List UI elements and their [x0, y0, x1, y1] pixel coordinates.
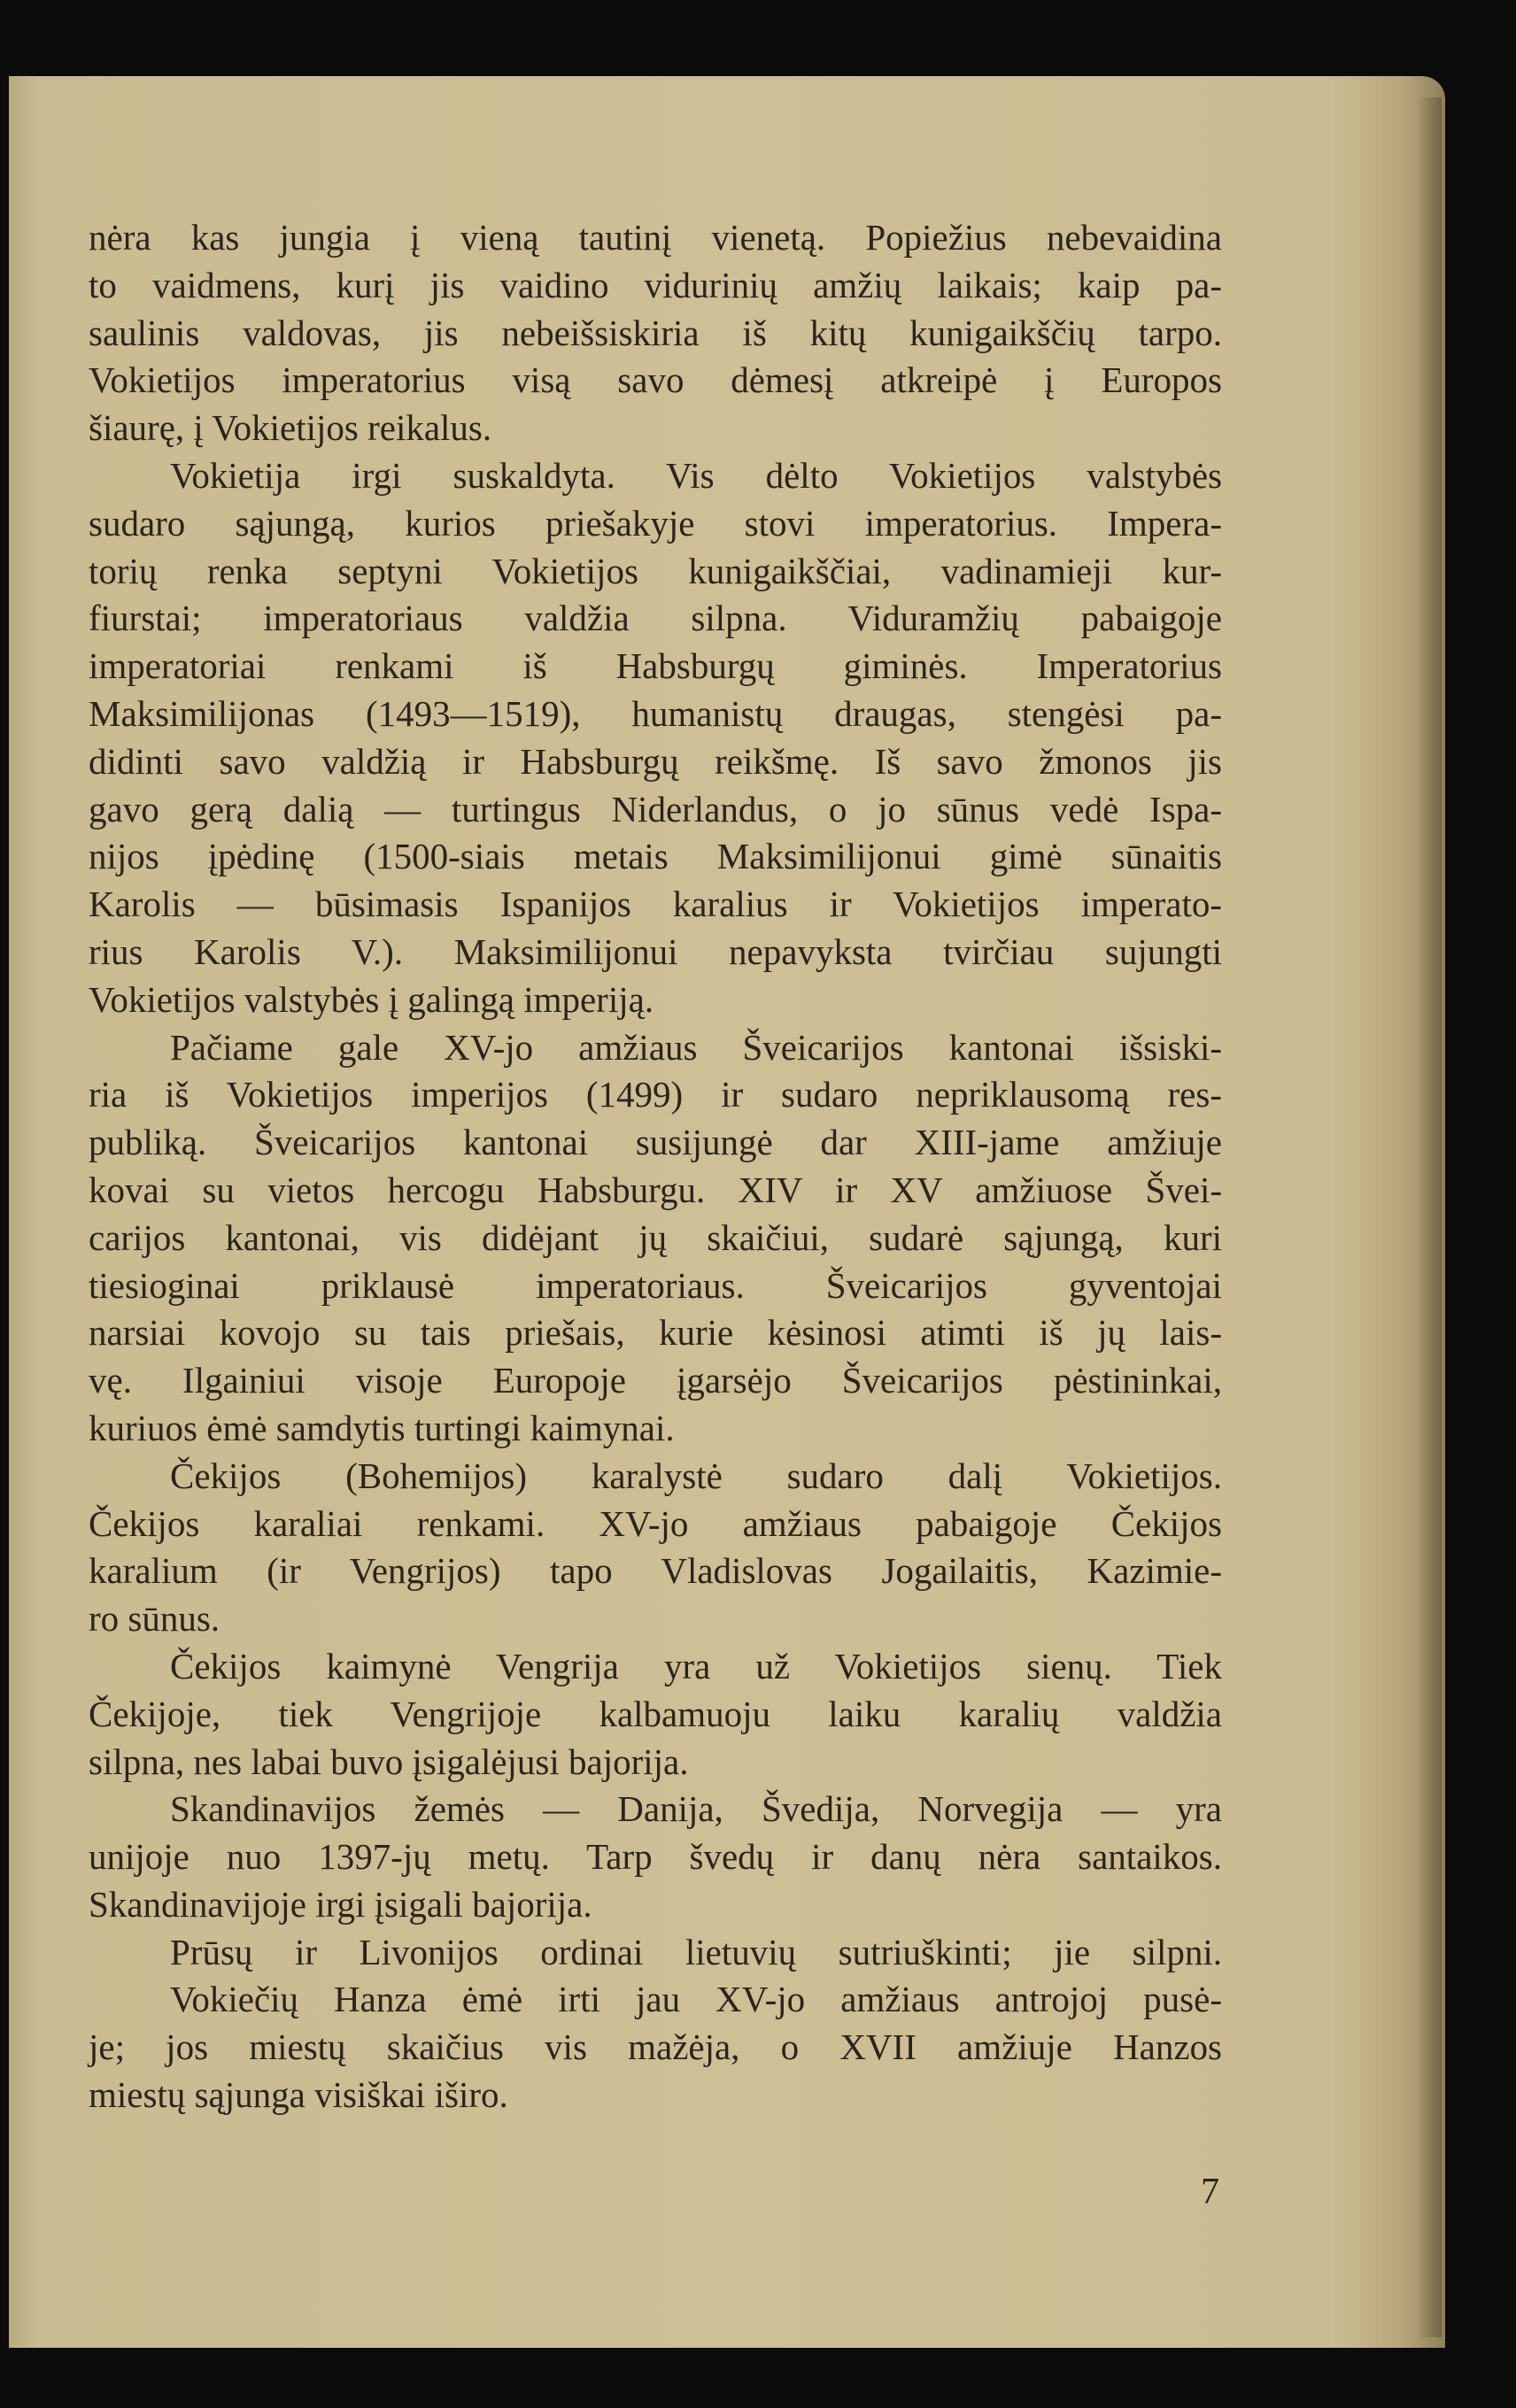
text-line: šiaurę, į Vokietijos reikalus.: [89, 407, 492, 449]
text-line: Pačiame gale XV-jo amžiaus Šveicarijos kantonai išsiski-: [170, 1026, 1222, 1068]
text-line: Čekijos kaimynė Vengrija yra už Vokietijos sienų. Tiek: [170, 1645, 1222, 1686]
text-line: karalium (ir Vengrijos) tapo Vladislovas Jogailaitis, Kazimie-: [89, 1550, 1222, 1592]
text-line: kovai su vietos hercogu Habsburgu. XIV ir XV amžiuose Švei-: [89, 1169, 1222, 1210]
paragraph: [89, 1976, 1222, 2119]
page-edge-shadow: [1417, 97, 1442, 2337]
paragraph: [89, 1024, 1222, 1453]
text-line: Čekijoje, tiek Vengrijoje kalbamuoju laiku karalių valdžia: [89, 1693, 1222, 1734]
text-line: kuriuos ėmė samdytis turtingi kaimynai.: [89, 1407, 675, 1448]
text-line: Skandinavijos žemės — Danija, Švedija, Norvegija — yra: [170, 1788, 1222, 1830]
text-line: vę. Ilgainiui visoje Europoje įgarsėjo Šveicarijos pėstininkai,: [89, 1360, 1222, 1401]
text-line: silpna, nes labai buvo įsigalėjusi bajorija.: [89, 1740, 689, 1782]
paragraph: [89, 452, 1222, 1024]
paragraph: [89, 214, 1222, 452]
text-line: tiesioginai priklausė imperatoriaus. Šveicarijos gyventojai: [89, 1264, 1222, 1306]
text-line: Vokietija irgi suskaldyta. Vis dėlto Vokietijos valstybės: [170, 454, 1222, 496]
text-line: narsiai kovojo su tais priešais, kurie kėsinosi atimti iš jų lais-: [89, 1312, 1222, 1354]
text-line: fiurstai; imperatoriaus valdžia silpna. Viduramžių pabaigoje: [89, 598, 1222, 639]
paragraph: [89, 1929, 1222, 1977]
text-line: Čekijos (Bohemijos) karalystė sudaro dalį Vokietijos.: [170, 1455, 1222, 1496]
text-line: nijos įpėdinę (1500-siais metais Maksimilijonui gimė sūnaitis: [89, 836, 1222, 877]
text-line: ria iš Vokietijos imperijos (1499) ir sudaro nepriklausomą res-: [89, 1074, 1222, 1115]
paragraph: [89, 1453, 1222, 1643]
paragraph: [89, 1786, 1222, 1928]
text-line: Karolis — būsimasis Ispanijos karalius ir Vokietijos imperato-: [89, 884, 1222, 925]
text-line: gavo gerą dalią — turtingus Niderlandus, o jo sūnus vedė Ispa-: [89, 788, 1222, 830]
text-line: rius Karolis V.). Maksimilijonui nepavyksta tvirčiau sujungti: [89, 930, 1222, 972]
paragraph: [89, 1643, 1222, 1786]
text-line: saulinis valdovas, jis nebeišsiskiria iš kitų kunigaikščių tarpo.: [89, 312, 1222, 353]
text-line: to vaidmens, kurį jis vaidino vidurinių amžių laikais; kaip pa-: [89, 264, 1222, 305]
text-line: Čekijos karaliai renkami. XV-jo amžiaus pabaigoje Čekijos: [89, 1502, 1222, 1544]
text-line: miestų sąjunga visiškai iširo.: [89, 2074, 508, 2116]
text-line: imperatoriai renkami iš Habsburgų giminės. Imperatorius: [89, 645, 1222, 687]
body-text: [89, 214, 1222, 2119]
text-line: torių renka septyni Vokietijos kunigaikščiai, vadinamieji kur-: [89, 550, 1222, 591]
text-line: publiką. Šveicarijos kantonai susijungė dar XIII-jame amžiuje: [89, 1122, 1222, 1163]
text-line: ro sūnus.: [89, 1598, 220, 1640]
text-line: Vokietijos valstybės į galingą imperiją.: [89, 978, 654, 1020]
text-line: Vokiečių Hanza ėmė irti jau XV-jo amžiaus antrojoj pusė-: [170, 1979, 1222, 2020]
text-line: nėra kas jungia į vieną tautinį vienetą. Popiežius nebevaidina: [89, 217, 1222, 258]
page-number: 7: [1201, 2172, 1219, 2212]
text-line: sudaro sąjungą, kurios priešakyje stovi imperatorius. Impera-: [89, 502, 1222, 544]
text-line: unijoje nuo 1397-jų metų. Tarp švedų ir danų nėra santaikos.: [89, 1836, 1222, 1878]
text-line: Prūsų ir Livonijos ordinai lietuvių sutriuškinti; jie silpni.: [170, 1931, 1222, 1972]
text-line: Skandinavijoje irgi įsigali bajorija.: [89, 1883, 592, 1925]
text-line: carijos kantonai, vis didėjant jų skaičiui, sudarė sąjungą, kuri: [89, 1216, 1222, 1258]
text-line: Maksimilijonas (1493—1519), humanistų draugas, stengėsi pa-: [89, 692, 1222, 734]
text-line: didinti savo valdžią ir Habsburgų reikšmę. Iš savo žmonos jis: [89, 740, 1222, 782]
text-line: je; jos miestų skaičius vis mažėja, o XVII amžiuje Hanzos: [89, 2026, 1222, 2068]
text-line: Vokietijos imperatorius visą savo dėmesį atkreipė į Europos: [89, 359, 1222, 401]
